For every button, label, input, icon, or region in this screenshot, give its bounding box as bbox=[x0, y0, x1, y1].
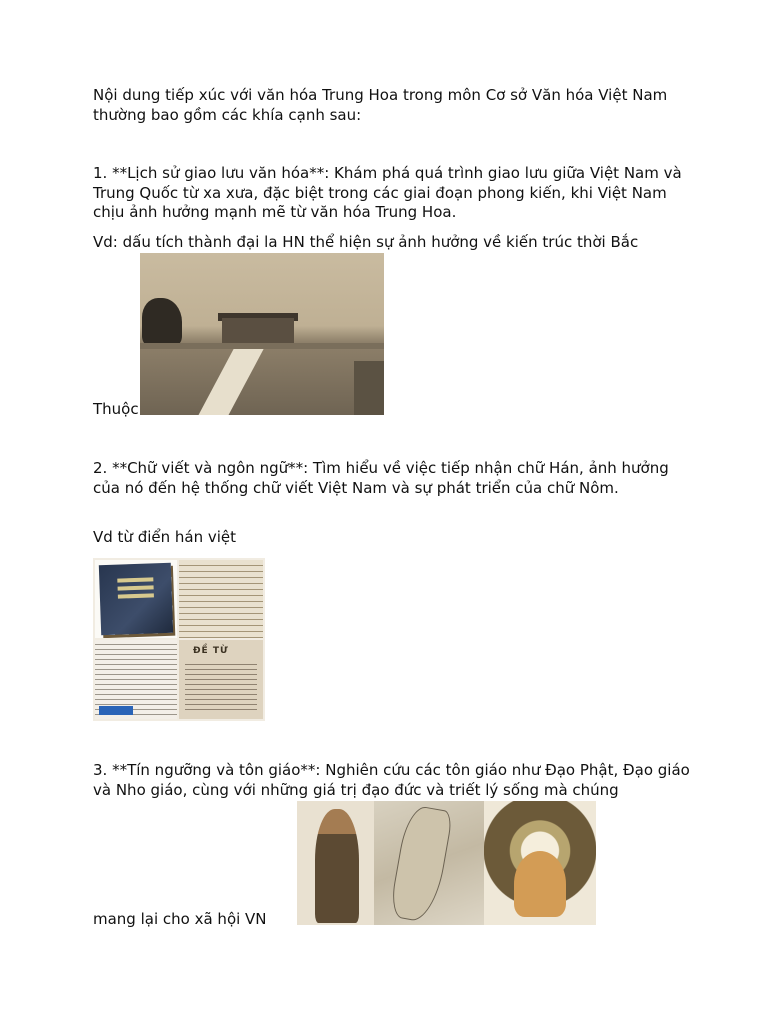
cover-title-line bbox=[118, 593, 154, 598]
de-tu-page-photo bbox=[179, 640, 263, 719]
confucius-image bbox=[297, 801, 374, 925]
hall-shape bbox=[222, 318, 294, 346]
cover-title-line bbox=[117, 577, 153, 582]
section-history-example: Vd: dấu tích thành đại la HN thể hiện sự ảnh hưởng về kiến trúc thời Bắc bbox=[93, 233, 639, 251]
section-writing-example: Vd từ điển hán việt bbox=[93, 528, 237, 546]
dictionary-book-photo bbox=[95, 560, 177, 638]
buddha-figure bbox=[514, 851, 566, 917]
path-shape bbox=[196, 349, 263, 415]
section-religion-paragraph-end: mang lại cho xã hội VN bbox=[93, 910, 267, 928]
section-writing-paragraph: 2. **Chữ viết và ngôn ngữ**: Tìm hiểu về việc tiếp nhận chữ Hán, ảnh hưởng của nó đến hệ thống chữ viết Việt Nam và sự phát triển của chữ Nôm. bbox=[93, 459, 669, 497]
section-history-paragraph: 1. **Lịch sử giao lưu văn hóa**: Khám phá quá trình giao lưu giữa Việt Nam và Trung Quốc từ xa xưa, đặc biệt trong các giai đoạn phong kiến, khi Việt Nam chịu ảnh hưởng mạnh mẽ từ văn hóa Trung Hoa. bbox=[93, 164, 682, 221]
hedge-shape bbox=[354, 361, 384, 415]
de-tu-heading: ĐỀ TỪ bbox=[193, 646, 229, 656]
tree-shape bbox=[142, 298, 182, 346]
buddha-image bbox=[484, 801, 596, 925]
dictionary-collage bbox=[93, 558, 265, 721]
map-image bbox=[374, 801, 484, 925]
text-lines bbox=[185, 660, 257, 714]
map-landmass bbox=[388, 804, 453, 924]
section-history-example-end: Thuộc bbox=[93, 400, 139, 418]
section-religion-paragraph: 3. **Tín ngưỡng và tôn giáo**: Nghiên cứu các tôn giáo như Đạo Phật, Đạo giáo và Nho giáo, cùng với những giá trị đạo đức và triết lý sống mà chúng bbox=[93, 761, 690, 799]
cover-title-line bbox=[118, 585, 154, 590]
confucius-figure bbox=[315, 809, 359, 923]
dictionary-page-photo bbox=[95, 640, 177, 719]
newspaper-logo bbox=[99, 706, 133, 715]
book-cover bbox=[99, 563, 173, 635]
manuscript-photo bbox=[179, 560, 263, 638]
intro-paragraph: Nội dung tiếp xúc với văn hóa Trung Hoa trong môn Cơ sở Văn hóa Việt Nam thường bao gồm các khía cạnh sau: bbox=[93, 86, 668, 124]
citadel-photo bbox=[140, 253, 384, 415]
religion-collage bbox=[297, 801, 596, 925]
